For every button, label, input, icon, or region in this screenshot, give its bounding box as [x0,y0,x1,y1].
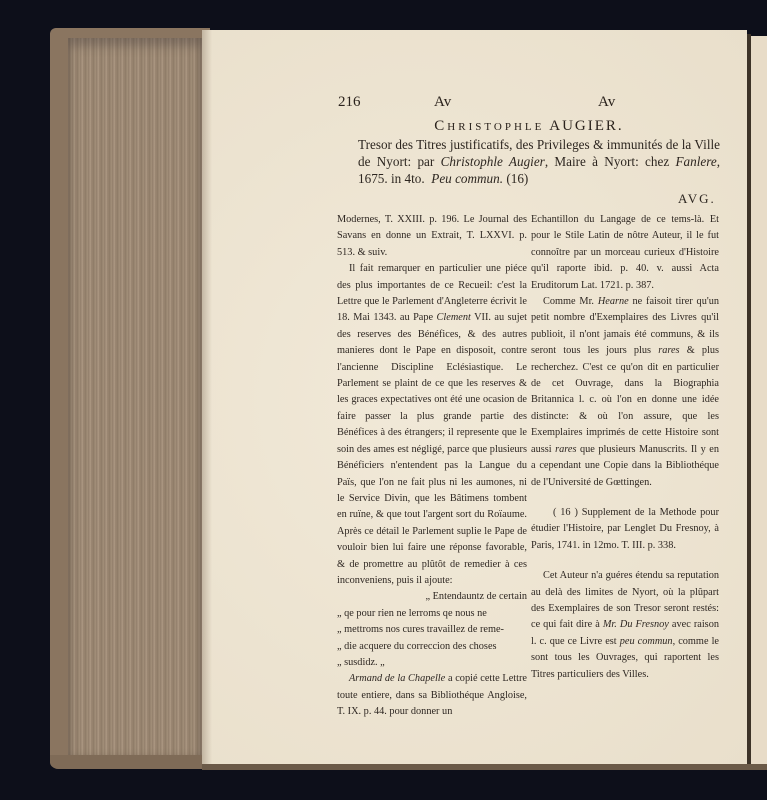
desc-publisher: Fanlere [675,154,717,169]
author-first-name: Christophle [434,118,545,134]
facing-page-sliver [751,36,767,768]
peu-commun: peu commun [619,635,673,647]
left-para-2b: VII. au sujet des reserves des Bénéfices, & des autres manieres dont le Pape en disposoit, contre l'ancienne Discipline Eclésiastique. Le Parlement se plaint de ce que les reserves & les graces expectatives ont été une ocasion de faire passer la plus grande partie des Bénéfices à des étrangers; il represente que le soin des ames est négligé, parce que plusieurs Bénéficiers n'entendent pas la Langue du Païs, que l'on ne fait plus ni les aumones, ni le Service Divin, que les Bâtimens tombent en ruïne, & que tout l'argent sort du Roïaume. Après ce détail le Parlement suplie le Pape de vouloir bien lui faire une réponse favorable, & de promettre au plûtôt de remedier à ces inconveniens, puis il ajoute: [337,312,528,586]
rares-1: rares [658,345,680,357]
right-para-2a: Comme Mr. [543,296,595,308]
book-bottom-edge [202,764,767,770]
desc-rarity: Peu commun. [431,171,504,186]
right-para-3b: avec raison l. c. que ce Livre est [531,619,719,647]
left-para-3-text: a copié cette Lettre toute entiere, dans sa Bibliothéque Angloise, T. IX. p. 44. pour donner un [337,673,527,718]
right-para-2d: que plusieurs Manuscrits. Il y en a cependant une Copie dans la Bibliothéque de l'Université de Gœttingen. [531,443,719,488]
chapelle-name: Armand de la Chapelle [349,673,446,685]
quote-line-5: „ susdidz. „ [337,656,385,668]
right-para-3c: , comme le sont tous les Ouvrages, qui raportent les Titres particuliers des Villes. [531,635,720,680]
right-para-2 [531,294,719,491]
book-page-edges [68,38,202,763]
desc-author: Christophle Augier [440,154,545,169]
quote-line-1: „ Entendauntz de certain [425,591,527,603]
footnote-16: ( 16 ) Supplement de la Methode pour étudier l'Histoire, par Lenglet Du Fresnoy, à Paris, 1741. in 12mo. T. III. p. 338. [531,506,719,551]
desc-text: Tresor des Titres justificatifs, des Privileges & immunités de la Ville de Nyort: par [358,137,720,169]
right-para-1: Echantillon du Langage de ce tems-là. Et pour le Stile Latin de nôtre Auteur, il le fut connoître par un morceau curieux d'Histoire qu'il raporte ibid. p. 40. v. aussi Acta Eruditorum Lat. 1721. p. 387. [531,214,719,291]
left-column [337,212,527,721]
left-para-1: Modernes, T. XXIII. p. 196. Le Journal des Savans en donne un Extrait, T. LXXVI. p. 513. & suiv. [337,214,527,258]
right-para-2b: ne faisoit tirer qu'un petit nombre d'Exemplaires des Livres qu'il publioit, il n'ont jamais été communs, & ils seront tous les jours plus [531,296,720,357]
entry-heading [340,118,718,135]
footnote-ref: (16) [506,171,529,186]
running-head-right: Av [598,94,616,110]
book-cover-bottom [50,755,220,769]
right-column [531,212,719,683]
rares-2: rares [555,443,577,455]
author-surname: AUGIER. [549,118,624,134]
quote-line-2: „ qe pour rien ne lerroms qe nous ne [337,607,487,619]
left-para-2 [337,261,527,589]
right-para-3a: Cet Auteur n'a guéres étendu sa reputation au delà des limites de Nyort, où la plûpart des Exemplaires de son Tresor seront restés: ce qui fait dire à [531,570,719,631]
left-para-2a: Il fait remarquer en particulier une piéce des plus importantes de ce Recueil: c'est la Lettre que le Parlement d'Angleterre écrivit le 18. Mai 1343. au Pape [337,263,527,324]
left-para-3 [337,671,527,720]
gutter-shadow [202,30,212,768]
right-para-3 [531,568,719,683]
desc-text-3: , 1675. in 4to. [358,154,721,186]
running-head-left: Av [434,94,452,110]
quote-line-3: „ mettroms nos cures travaillez de reme- [337,624,504,636]
right-para-2c: & plus recherchez. C'est ce qu'on dit en particulier de cet Ouvrage, dans la Biographia Britannica l. c. où l'on en donne une idée distincte: & où l'on assure, que les Exemplaires imprimés de cette Histoire sont aussi [531,345,720,455]
page-number: 216 [338,94,361,110]
desc-text-2: , Maire à Nyort: chez [544,154,670,169]
pope-name: Clement [436,312,471,324]
catchword: AVG. [678,191,716,206]
quote-line-4: „ die acquere du correccion des choses [337,640,497,652]
entry-description [336,136,720,187]
fresnoy-name: Mr. Du Fresnoy [602,619,669,631]
hearne-name: Hearne [597,296,629,308]
